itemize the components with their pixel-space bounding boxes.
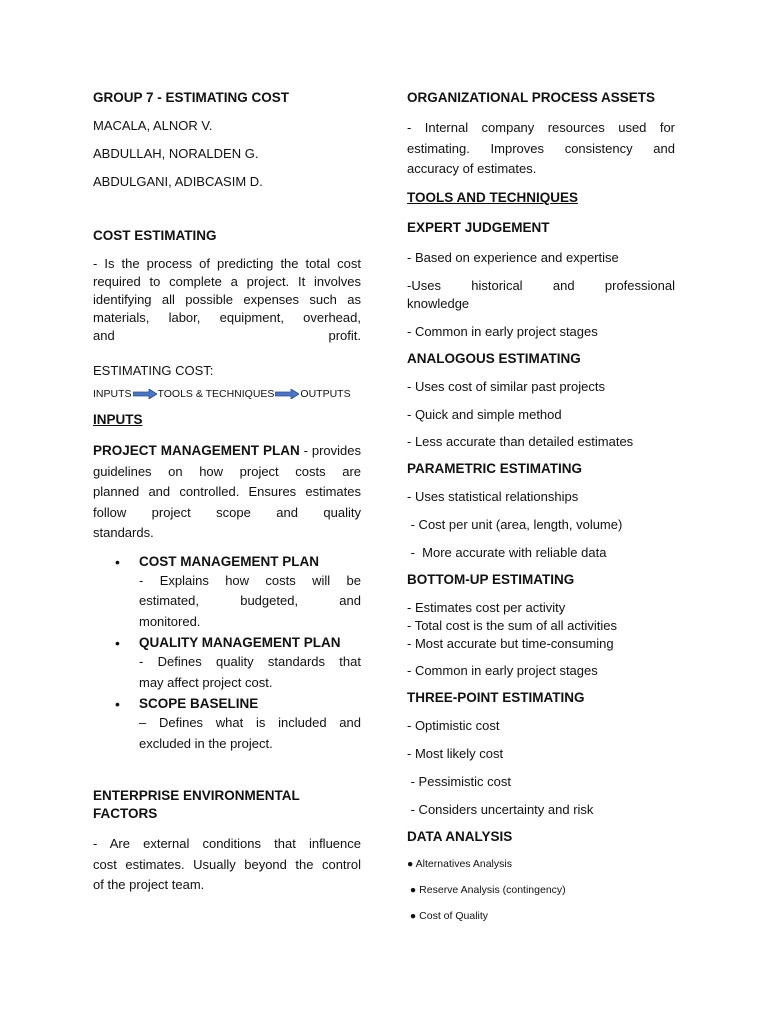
parametric-heading: PARAMETRIC ESTIMATING xyxy=(407,460,582,476)
text-line: - Is the process of predicting the total cost xyxy=(93,256,361,271)
right-arrow-icon xyxy=(133,389,157,399)
text-line: excluded in the project. xyxy=(139,735,273,751)
bullet-icon: • xyxy=(115,635,120,651)
list-item: - Pessimistic cost xyxy=(407,773,512,789)
list-item: - Common in early project stages xyxy=(407,323,598,339)
pmp-line1-rest: - provides xyxy=(299,443,361,458)
list-item: - Uses statistical relationships xyxy=(407,488,579,504)
process-flow xyxy=(93,386,361,402)
list-item: - Less accurate than detailed estimates xyxy=(407,433,634,449)
text-line: cost estimates. Usually beyond the control xyxy=(93,856,361,872)
cost-estimating-heading: COST ESTIMATING xyxy=(93,228,217,243)
text-line: of the project team. xyxy=(93,877,205,892)
text-line: required to complete a project. It involves xyxy=(93,274,361,289)
bullet-scope-baseline xyxy=(93,695,361,754)
list-item: - Based on experience and expertise xyxy=(407,249,619,265)
member-name: MACALA, ALNOR V. xyxy=(93,118,213,133)
bullet-quality-management-plan xyxy=(93,634,361,693)
group-title: GROUP 7 - ESTIMATING COST xyxy=(93,90,290,105)
opa-heading: ORGANIZATIONAL PROCESS ASSETS xyxy=(407,90,656,105)
list-item: - Optimistic cost xyxy=(407,717,500,733)
list-item: - More accurate with reliable data xyxy=(407,544,607,560)
list-item: - Quick and simple method xyxy=(407,406,562,422)
pmp-title: PROJECT MANAGEMENT PLAN xyxy=(93,443,300,458)
text-line: materials, labor, equipment, overhead, xyxy=(93,310,361,325)
inputs-heading: INPUTS xyxy=(93,412,143,427)
expert-judgement-heading: EXPERT JUDGEMENT xyxy=(407,219,550,235)
list-item: - Uses cost of similar past projects xyxy=(407,378,605,394)
text-line: - Internal company resources used for xyxy=(407,120,675,135)
text-line: identifying all possible expenses such as xyxy=(93,292,361,307)
text-line: – Defines what is included and xyxy=(139,715,361,730)
text-line: may affect project cost. xyxy=(139,674,273,690)
right-arrow-icon xyxy=(275,389,299,399)
bullet-icon: • xyxy=(115,696,120,712)
list-item: - Most likely cost xyxy=(407,745,504,761)
list-item: - Considers uncertainty and risk xyxy=(407,801,594,817)
text-line: accuracy of estimates. xyxy=(407,161,537,176)
text-line: follow project scope and quality xyxy=(93,504,361,520)
bullet-title: SCOPE BASELINE xyxy=(139,696,259,711)
list-item: - Total cost is the sum of all activities xyxy=(407,617,618,633)
list-item: -Uses historical and professional xyxy=(407,277,675,293)
text-line: - Are external conditions that influence xyxy=(93,836,361,851)
cost-estimating-text xyxy=(93,255,361,345)
bullet-title: QUALITY MANAGEMENT PLAN xyxy=(139,635,341,650)
flow-inputs: INPUTS xyxy=(93,388,132,400)
analogous-heading: ANALOGOUS ESTIMATING xyxy=(407,350,581,366)
flow-outputs: OUTPUTS xyxy=(300,388,351,400)
member-name: ABDULGANI, ADIBCASIM D. xyxy=(93,174,263,189)
right-column xyxy=(407,84,675,925)
flow-tools: TOOLS & TECHNIQUES xyxy=(157,388,275,400)
list-item: knowledge xyxy=(407,295,470,311)
eef-paragraph xyxy=(93,834,361,896)
tools-heading: TOOLS AND TECHNIQUES xyxy=(407,189,579,205)
bullet-cost-management-plan xyxy=(93,553,361,633)
bottom-up-heading: BOTTOM-UP ESTIMATING xyxy=(407,571,575,587)
text-line: - Defines quality standards that xyxy=(139,654,361,669)
bullet-title: COST MANAGEMENT PLAN xyxy=(139,553,319,569)
list-item: ● Cost of Quality xyxy=(407,909,489,922)
text-line: standards. xyxy=(93,525,154,540)
data-analysis-heading: DATA ANALYSIS xyxy=(407,828,513,844)
text-line: - Explains how costs will be xyxy=(139,572,361,588)
three-point-heading: THREE-POINT ESTIMATING xyxy=(407,689,585,705)
text-line: estimated, budgeted, and xyxy=(139,593,361,608)
list-item: ● Alternatives Analysis xyxy=(407,857,512,870)
list-item: - Most accurate but time-consuming xyxy=(407,635,614,651)
text-line: guidelines on how project costs are xyxy=(93,463,361,479)
estimating-cost-label: ESTIMATING COST: xyxy=(93,363,214,378)
pmp-paragraph xyxy=(93,441,361,544)
list-item: ● Reserve Analysis (contingency) xyxy=(407,883,566,896)
member-name: ABDULLAH, NORALDEN G. xyxy=(93,146,259,161)
eef-heading: ENTERPRISE ENVIRONMENTAL FACTORS xyxy=(93,788,300,821)
text-line xyxy=(93,441,361,462)
text-line: monitored. xyxy=(139,613,201,629)
text-line: and profit. xyxy=(93,328,361,343)
list-item: - Estimates cost per activity xyxy=(407,599,566,615)
text-line: planned and controlled. Ensures estimates xyxy=(93,484,361,499)
opa-paragraph xyxy=(407,118,675,180)
list-item: - Common in early project stages xyxy=(407,662,598,678)
bullet-icon: • xyxy=(115,553,120,570)
list-item: - Cost per unit (area, length, volume) xyxy=(407,516,623,532)
text-line: estimating. Improves consistency and xyxy=(407,140,675,156)
left-column xyxy=(93,84,361,896)
